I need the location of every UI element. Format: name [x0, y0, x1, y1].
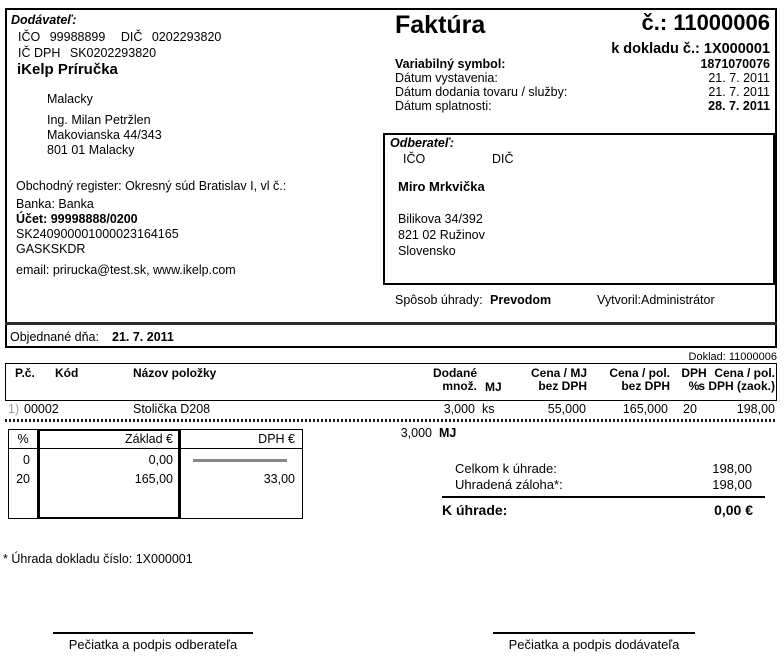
col-mj: MJ [485, 380, 502, 394]
customer-street: Bilikova 34/392 [398, 212, 483, 226]
sum-mj: MJ [439, 426, 457, 440]
delivery-date-value: 21. 7. 2011 [708, 85, 770, 99]
variable-symbol-value: 1871070076 [700, 57, 770, 71]
item-gross: 198,00 [736, 402, 775, 416]
vat-base-0: 0,00 [148, 453, 173, 467]
supplier-section-label: Dodávateľ: [11, 13, 77, 27]
vat-col-base-label: Základ € [125, 432, 173, 446]
col-pc: P.č. [15, 366, 35, 380]
sum-qty: 3,000 [400, 426, 432, 440]
supplier-dic-label: DIČ [120, 30, 143, 44]
customer-zip-city: 821 02 Ružinov [398, 228, 485, 242]
vat-none-dash [193, 459, 287, 462]
col-vat: DPH % [681, 366, 707, 393]
supplier-iban: SK240900001000023164165 [16, 227, 179, 241]
col-unit-price: Cena / MJ bez DPH [530, 366, 587, 393]
item-total: 165,000 [622, 402, 668, 416]
customer-dic-label: DIČ [492, 152, 514, 166]
deposit-label: Uhradená záloha*: [455, 477, 563, 492]
col-qty: Dodané množ. [432, 366, 477, 393]
vat-col-vat-label: DPH € [258, 432, 295, 446]
col-name: Názov položky [133, 366, 217, 380]
supplier-icdph-value: SK0202293820 [69, 46, 157, 60]
supplier-city: Malacky [47, 92, 93, 106]
customer-country: Slovensko [398, 244, 456, 258]
vat-base-20: 165,00 [134, 472, 173, 486]
invoice-title: Faktúra [395, 11, 486, 39]
payment-method-line [395, 293, 551, 307]
item-unit-price: 55,000 [547, 402, 586, 416]
supplier-account: Účet: 99998888/0200 [16, 212, 138, 226]
supplier-ico-value: 99988899 [49, 30, 106, 44]
vat-header-underline [8, 448, 303, 449]
supplier-name: iKelp Príručka [17, 61, 118, 78]
totals-rule [442, 496, 765, 498]
due-label: K úhrade: [442, 502, 508, 518]
items-end-line [5, 419, 777, 422]
supplier-dic-value: 0202293820 [151, 30, 222, 44]
supplier-ico-label: IČO [18, 30, 41, 44]
customer-ico-label: IČO [403, 152, 426, 166]
vat-col-rate-label: % [17, 432, 29, 446]
invoice-ref-number: k dokladu č.: 1X000001 [611, 41, 770, 57]
due-date-value: 28. 7. 2011 [708, 99, 770, 113]
vat-rate-0: 0 [23, 453, 30, 467]
item-code: 00002 [24, 402, 59, 416]
item-name: Stolička D208 [133, 402, 211, 416]
supplier-swift: GASKSKDR [16, 242, 86, 256]
order-date-value: 21. 7. 2011 [112, 330, 174, 344]
supplier-zip-city: 801 01 Malacky [47, 143, 135, 157]
supplier-email: email: prirucka@test.sk, www.ikelp.com [16, 263, 236, 277]
customer-box [383, 133, 775, 285]
payment-method-value: Prevodom [490, 293, 552, 307]
footnote: * Úhrada dokladu číslo: 1X000001 [3, 552, 193, 566]
delivery-date-label: Dátum dodania tovaru / služby: [395, 85, 568, 99]
customer-name: Miro Mrkvička [398, 179, 485, 194]
deposit-value: 198,00 [712, 477, 752, 492]
payment-method-label: Spôsob úhrady: [395, 293, 483, 307]
signature-line-customer [53, 632, 253, 634]
supplier-street: Makovianska 44/343 [47, 128, 162, 142]
issue-date-value: 21. 7. 2011 [708, 71, 770, 85]
supplier-person: Ing. Milan Petržlen [47, 113, 151, 127]
vat-rate-20: 20 [16, 472, 30, 486]
supplier-ico-line [18, 30, 221, 44]
issue-date-label: Dátum vystavenia: [395, 71, 498, 85]
supplier-register: Obchodný register: Okresný súd Bratislav I, vl č.: [16, 179, 287, 193]
order-date-label: Objednané dňa: [10, 330, 99, 344]
due-value: 0,00 € [714, 502, 753, 518]
item-vat: 20 [683, 402, 697, 416]
col-code: Kód [55, 366, 79, 380]
order-row-divider [5, 322, 777, 325]
col-gross: Cena / pol. s DPH (zaok.) [698, 366, 775, 393]
item-mj: ks [482, 402, 495, 416]
vat-vat-20: 33,00 [263, 472, 295, 486]
created-by: Vytvoril:Administrátor [597, 293, 715, 307]
doc-ref: Doklad: 11000006 [688, 351, 777, 363]
total-value: 198,00 [712, 461, 752, 476]
item-pc: 1) [8, 402, 20, 416]
item-qty: 3,000 [443, 402, 475, 416]
signature-label-supplier: Pečiatka a podpis dodávateľa [508, 637, 680, 652]
due-date-label: Dátum splatnosti: [395, 99, 492, 113]
customer-section-label: Odberateľ: [390, 136, 454, 150]
signature-label-customer: Pečiatka a podpis odberateľa [68, 637, 238, 652]
total-label: Celkom k úhrade: [455, 461, 557, 476]
variable-symbol-label: Variabilný symbol: [395, 57, 506, 71]
col-total: Cena / pol. bez DPH [609, 366, 670, 393]
invoice-number: č.: 11000006 [641, 10, 770, 35]
supplier-icdph-label: IČ DPH [18, 46, 61, 60]
supplier-icdph-line [18, 46, 156, 60]
signature-line-supplier [493, 632, 695, 634]
supplier-bank: Banka: Banka [16, 197, 94, 211]
